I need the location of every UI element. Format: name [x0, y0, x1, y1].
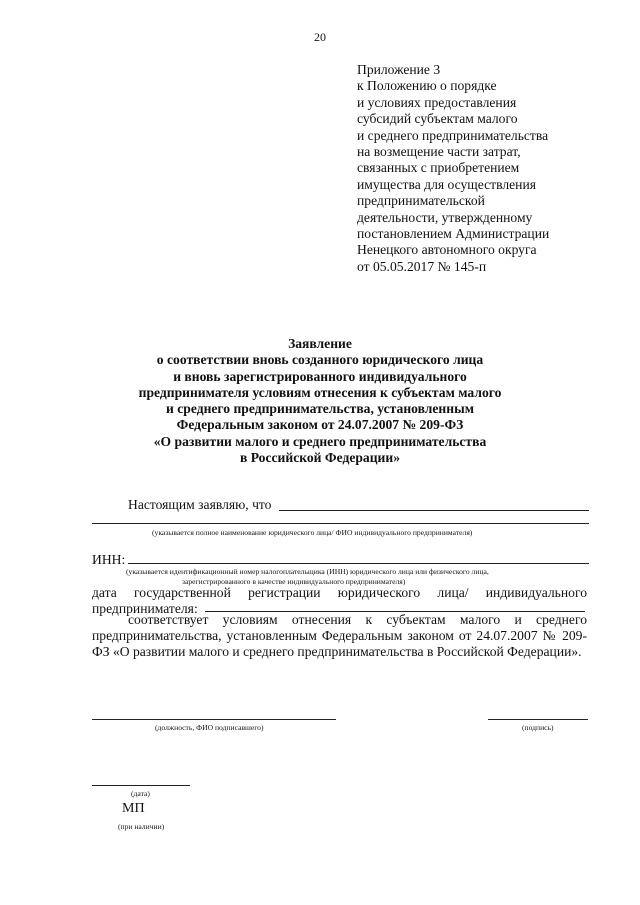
- appendix-line: и среднего предпринимательства: [357, 127, 549, 143]
- appendix-header: [357, 62, 549, 275]
- position-fill-line[interactable]: [92, 719, 336, 720]
- title-line: о соответствии вновь созданного юридического лица: [156, 352, 484, 368]
- title-line: Федеральным законом от 24.07.2007 № 209-ФЗ: [176, 417, 464, 433]
- date-hint: (дата): [131, 789, 150, 798]
- appendix-line: деятельности, утвержденному: [357, 209, 533, 225]
- appendix-line: субсидий субъектам малого: [357, 111, 518, 127]
- title-line: в Российской Федерации»: [239, 450, 401, 466]
- inn-hint-2: зарегистрированного в качестве индивидуального предпринимателя): [182, 577, 406, 586]
- title-line: «О развитии малого и среднего предпринимательства: [153, 433, 487, 449]
- stamp-label: МП: [122, 801, 145, 816]
- stamp-hint: (при наличии): [118, 822, 165, 831]
- conformity-text: соответствует условиям отнесения к субъектам малого и среднего предпринимательства, установленным Федеральным законом от 24.07.2007 № 209-ФЗ «О развитии малого и среднего предпринимательства в Российской Федерации».: [92, 612, 587, 659]
- inn-hint-1: (указывается идентификационный номер налогоплательщика (ИНН) юридического лица или физического лица,: [126, 567, 489, 576]
- date-fill-line[interactable]: [92, 785, 190, 786]
- position-hint: (должность, ФИО подписавшего): [155, 723, 264, 732]
- appendix-line: к Положению о порядке: [357, 78, 497, 94]
- name-fill-line[interactable]: [92, 523, 589, 524]
- appendix-line: Ненецкого автономного округа: [357, 242, 537, 258]
- registration-date-text: дата государственной регистрации юридического лица/ индивидуального предпринимателя:: [92, 585, 587, 616]
- page-number: 20: [314, 30, 326, 44]
- document-title: [0, 336, 640, 466]
- title-line: и вновь зарегистрированного индивидуального: [173, 368, 467, 384]
- appendix-line: от 05.05.2017 № 145-п: [357, 258, 487, 274]
- appendix-line: Приложение 3: [357, 62, 441, 77]
- title-line: и среднего предпринимательства, установленным: [166, 401, 474, 417]
- appendix-line: постановлением Администрации: [357, 226, 550, 242]
- appendix-line: на возмещение части затрат,: [357, 144, 521, 160]
- title-line: Заявление: [288, 336, 352, 351]
- name-hint: (указывается полное наименование юридического лица/ ФИО индивидуального предпринимателя): [152, 528, 473, 537]
- declaration-fill-line[interactable]: [279, 510, 589, 511]
- appendix-line: имущества для осуществления: [357, 176, 536, 192]
- appendix-line: предпринимательской: [357, 193, 485, 209]
- appendix-line: связанных с приобретением: [357, 160, 520, 176]
- signature-fill-line[interactable]: [488, 719, 588, 720]
- inn-label: ИНН:: [92, 552, 126, 567]
- signature-hint: (подпись): [522, 723, 554, 732]
- appendix-line: и условиях предоставления: [357, 94, 517, 110]
- inn-fill-line[interactable]: [128, 563, 589, 564]
- declaration-label: Настоящим заявляю, что: [128, 497, 272, 512]
- title-line: предпринимателя условиям отнесения к субъектам малого: [138, 384, 502, 400]
